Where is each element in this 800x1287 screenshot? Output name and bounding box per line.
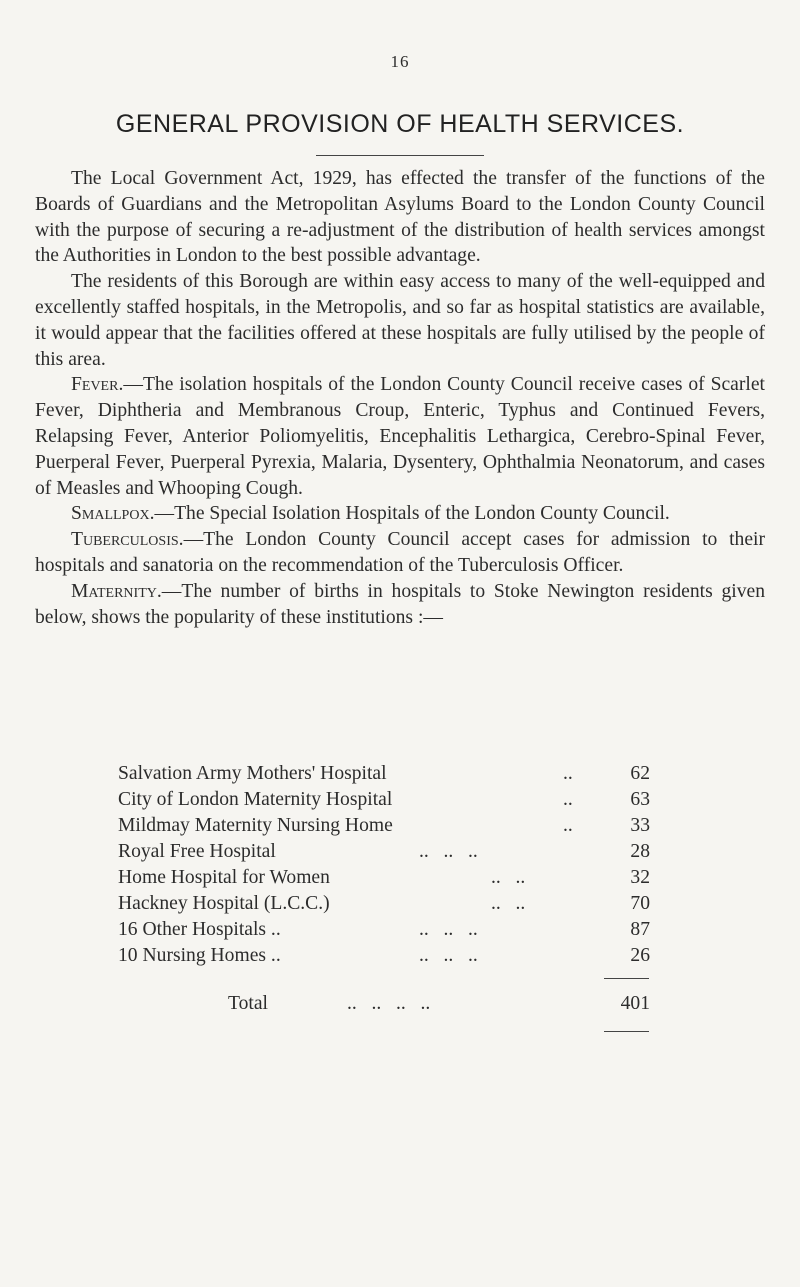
total-label: Total <box>228 993 268 1014</box>
hospital-name: City of London Maternity Hospital <box>118 789 393 810</box>
births-count: 33 <box>630 815 650 836</box>
births-count: 26 <box>630 945 650 966</box>
paragraph-smallpox <box>35 501 765 527</box>
table-row <box>0 919 800 945</box>
births-count: 32 <box>630 867 650 888</box>
hospital-name: 16 Other Hospitals .. <box>118 919 281 940</box>
fever-text: —The isolation hospitals of the London County Council receive cases of Scarlet Fever, Diphtheria and Membranous Croup, Enteric, Typhus and Continued Fevers, Relapsing Fever, Anterior Poliomyelitis, Encephalitis Lethargica, Cerebro-Spinal Fever, Puerperal Fever, Puerperal Pyrexia, Malaria, Dysentery, Ophthalmia Neonatorum, and cases of Measles and Whooping Cough. <box>35 374 765 499</box>
title-divider <box>316 155 484 156</box>
sum-rule-bottom <box>604 1031 649 1032</box>
hospital-name: Mildmay Maternity Nursing Home <box>118 815 393 836</box>
maternity-text: —The number of births in hospitals to Stoke Newington residents given below, shows the popularity of these institutions :— <box>35 580 765 628</box>
page-title: GENERAL PROVISION OF HEALTH SERVICES. <box>115 110 685 138</box>
hospital-name: Hackney Hospital (L.C.C.) <box>118 893 330 914</box>
hospital-name: Home Hospital for Women <box>118 867 330 888</box>
table-row <box>0 893 800 919</box>
fever-label: Fever. <box>71 374 124 396</box>
leader-dots: .. <box>563 815 573 836</box>
table-row <box>0 841 800 867</box>
births-count: 70 <box>630 893 650 914</box>
leader-dots: .. .. .. <box>419 841 478 862</box>
paragraph-tuberculosis <box>35 527 765 579</box>
births-count: 28 <box>630 841 650 862</box>
sum-rule-top <box>604 978 649 979</box>
table-row <box>0 945 800 971</box>
leader-dots: .. .. <box>491 893 526 914</box>
paragraph-residents-access: The residents of this Borough are within easy access to many of the well-equipped and excellently staffed hospitals, in the Metropolis, and so far as hospital statistics are available, it would appear that the facilities offered at these hospitals are fully utilised by the people of this area. <box>35 271 765 370</box>
births-count: 87 <box>630 919 650 940</box>
leader-dots: .. .. .. <box>419 945 478 966</box>
table-row <box>0 763 800 789</box>
page-number: 16 <box>390 52 410 71</box>
births-count: 63 <box>630 789 650 810</box>
body-text <box>35 166 765 630</box>
maternity-label: Maternity. <box>71 580 162 602</box>
hospital-name: Royal Free Hospital <box>118 841 276 862</box>
leader-dots: .. .. <box>491 867 526 888</box>
table-row <box>0 789 800 815</box>
table-row <box>0 815 800 841</box>
hospital-name: Salvation Army Mothers' Hospital <box>118 763 387 784</box>
paragraph-maternity <box>35 579 765 631</box>
paragraph-fever <box>35 372 765 501</box>
tuberculosis-text: —The London County Council accept cases for admission to their hospitals and sanatoria on the recommendation of the Tuberculosis Officer. <box>35 529 765 576</box>
smallpox-text: —The Special Isolation Hospitals of the London County Council. <box>154 503 670 525</box>
leader-dots: .. <box>563 763 573 784</box>
leader-dots: .. <box>563 789 573 810</box>
total-value: 401 <box>620 993 650 1014</box>
hospital-name: 10 Nursing Homes .. <box>118 945 281 966</box>
total-row <box>0 993 800 1019</box>
paragraph-local-government-act: The Local Government Act, 1929, has effected the transfer of the functions of the Boards of Guardians and the Metropolitan Asylums Board to the London County Council with the purpose of securing a re-adjustment of the distribution of health services amongst the Authorities in London to the best possible advantage. <box>35 168 765 267</box>
leader-dots: .. .. .. .. <box>347 993 431 1014</box>
smallpox-label: Smallpox. <box>71 503 155 525</box>
tuberculosis-label: Tuberculosis. <box>71 529 184 551</box>
table-row <box>0 867 800 893</box>
births-count: 62 <box>630 763 650 784</box>
leader-dots: .. .. .. <box>419 919 478 940</box>
